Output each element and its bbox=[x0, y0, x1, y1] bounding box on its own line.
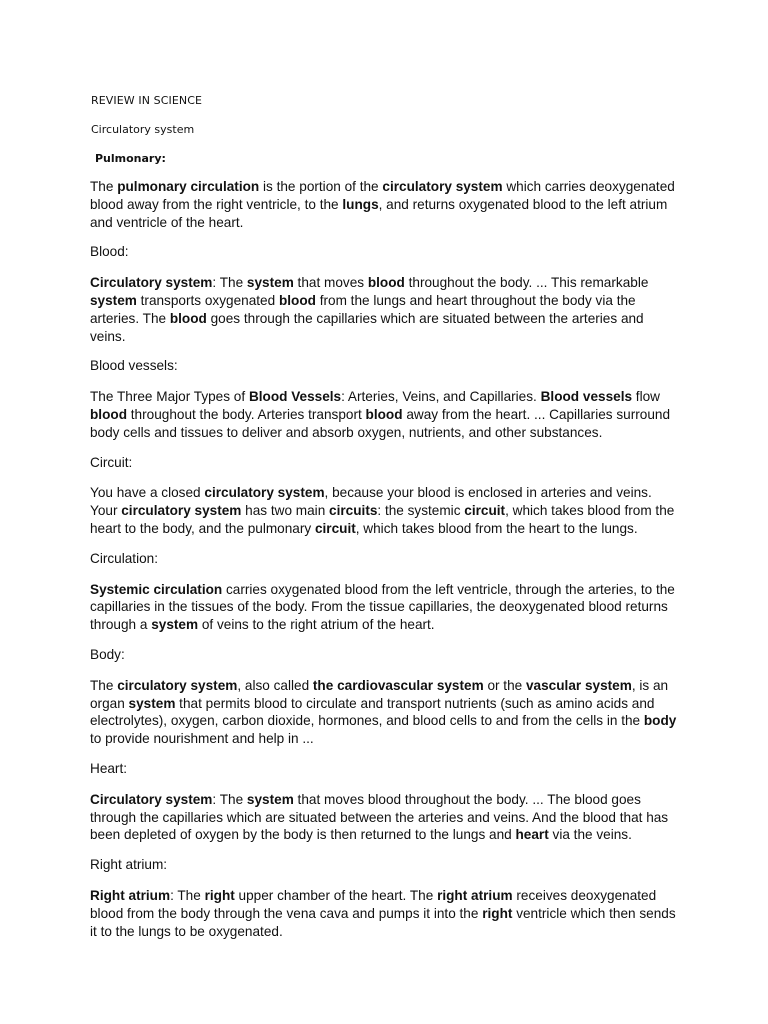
section-paragraph: Circulatory system: The system that moves blood throughout the body. ... The blood goes through the capillaries which are situated between the arteries and veins. And the blood that has been depleted of oxygen by the body is then returned to the lungs and heart via the veins. bbox=[90, 791, 669, 843]
document-subtitle: Circulatory system bbox=[91, 123, 195, 136]
section-3 bbox=[90, 454, 682, 538]
bold-term: blood bbox=[278, 292, 316, 308]
bold-term: the cardiovascular system bbox=[312, 677, 484, 693]
section-heading: Circuit: bbox=[90, 454, 133, 470]
bold-term: blood bbox=[90, 406, 127, 422]
section-paragraph: The pulmonary circulation is the portion of the circulatory system which carries deoxygenated blood away from the right ventricle, to the lungs, and returns oxygenated blood to the left atrium and ventricle of the heart. bbox=[90, 179, 675, 230]
bold-term: circuit bbox=[464, 503, 506, 519]
bold-term: Systemic circulation bbox=[90, 581, 223, 597]
section-paragraph: Right atrium: The right upper chamber of the heart. The right atrium receives deoxygenated blood from the body through the vena cava and pumps it into the right ventricle which then sends it to the lungs to be oxygenated. bbox=[90, 887, 676, 939]
section-0 bbox=[90, 178, 682, 231]
section-heading: Blood: bbox=[90, 244, 129, 260]
bold-term: circulatory system bbox=[117, 677, 238, 693]
bold-term: right bbox=[482, 905, 513, 921]
section-7 bbox=[90, 856, 682, 940]
bold-term: Circulatory system bbox=[90, 791, 213, 807]
section-heading: Circulation: bbox=[90, 550, 158, 566]
section-5 bbox=[90, 646, 682, 748]
section-heading: Heart: bbox=[90, 760, 128, 776]
bold-term: circuit bbox=[314, 520, 356, 536]
section-label-pulmonary: Pulmonary: bbox=[95, 152, 166, 165]
section-paragraph: The Three Major Types of Blood Vessels: Arteries, Veins, and Capillaries. Blood vessels flow blood throughout the body. Arteries transport blood away from the heart. ... Capillaries surround body cells and tissues to deliver and absorb oxygen, nutrients, and other substances. bbox=[90, 389, 671, 440]
section-paragraph: Circulatory system: The system that moves blood throughout the body. ... This remarkable system transports oxygenated blood from the lungs and heart throughout the body via the arteries. The blood goes through the capillaries which are situated between the arteries and veins. bbox=[90, 275, 649, 344]
document-body bbox=[90, 178, 682, 952]
section-paragraph: The circulatory system, also called the cardiovascular system or the vascular system, is an organ system that permits blood to circulate and transport nutrients (such as amino acids and electrolytes), oxygen, carbon dioxide, hormones, and blood cells to and from the cells in the body to provide nourishment and help in ... bbox=[90, 677, 677, 747]
section-paragraph: Systemic circulation carries oxygenated blood from the left ventricle, through the arteries, to the capillaries in the tissues of the body. From the tissue capillaries, the deoxygenated blood returns through a system of veins to the right atrium of the heart. bbox=[90, 581, 675, 633]
bold-term: pulmonary circulation bbox=[117, 179, 260, 194]
section-2 bbox=[90, 357, 682, 441]
bold-term: Circulatory system bbox=[90, 275, 213, 291]
bold-term: blood bbox=[169, 310, 207, 326]
section-heading: Right atrium: bbox=[90, 857, 168, 873]
document-title: REVIEW IN SCIENCE bbox=[91, 94, 203, 107]
bold-term: circuits bbox=[329, 503, 378, 519]
bold-term: blood bbox=[365, 406, 403, 422]
bold-term: right atrium bbox=[437, 887, 513, 903]
bold-term: system bbox=[246, 275, 294, 291]
bold-term: lungs bbox=[342, 196, 379, 212]
bold-term: blood bbox=[367, 275, 405, 291]
bold-term: right bbox=[204, 887, 235, 903]
bold-term: Blood Vessels bbox=[248, 389, 342, 405]
bold-term: system bbox=[90, 292, 137, 308]
bold-term: Right atrium bbox=[90, 887, 171, 903]
section-6 bbox=[90, 760, 682, 844]
bold-term: circulatory system bbox=[382, 179, 503, 194]
bold-term: Blood vessels bbox=[540, 389, 633, 405]
section-1 bbox=[90, 243, 682, 345]
bold-term: system bbox=[151, 617, 199, 633]
bold-term: circulatory system bbox=[204, 485, 325, 501]
bold-term: heart bbox=[515, 827, 549, 843]
section-heading: Body: bbox=[90, 646, 125, 662]
bold-term: system bbox=[128, 695, 176, 711]
bold-term: vascular system bbox=[526, 677, 632, 693]
bold-term: body bbox=[643, 713, 677, 729]
bold-term: system bbox=[246, 791, 294, 807]
section-heading: Blood vessels: bbox=[90, 358, 178, 374]
section-4 bbox=[90, 550, 682, 634]
bold-term: circulatory system bbox=[121, 503, 242, 519]
section-paragraph: You have a closed circulatory system, because your blood is enclosed in arteries and veins. Your circulatory system has two main circuits: the systemic circuit, which takes blood from the heart to the body, and the pulmonary circuit, which takes blood from the heart to the lungs. bbox=[90, 485, 675, 536]
